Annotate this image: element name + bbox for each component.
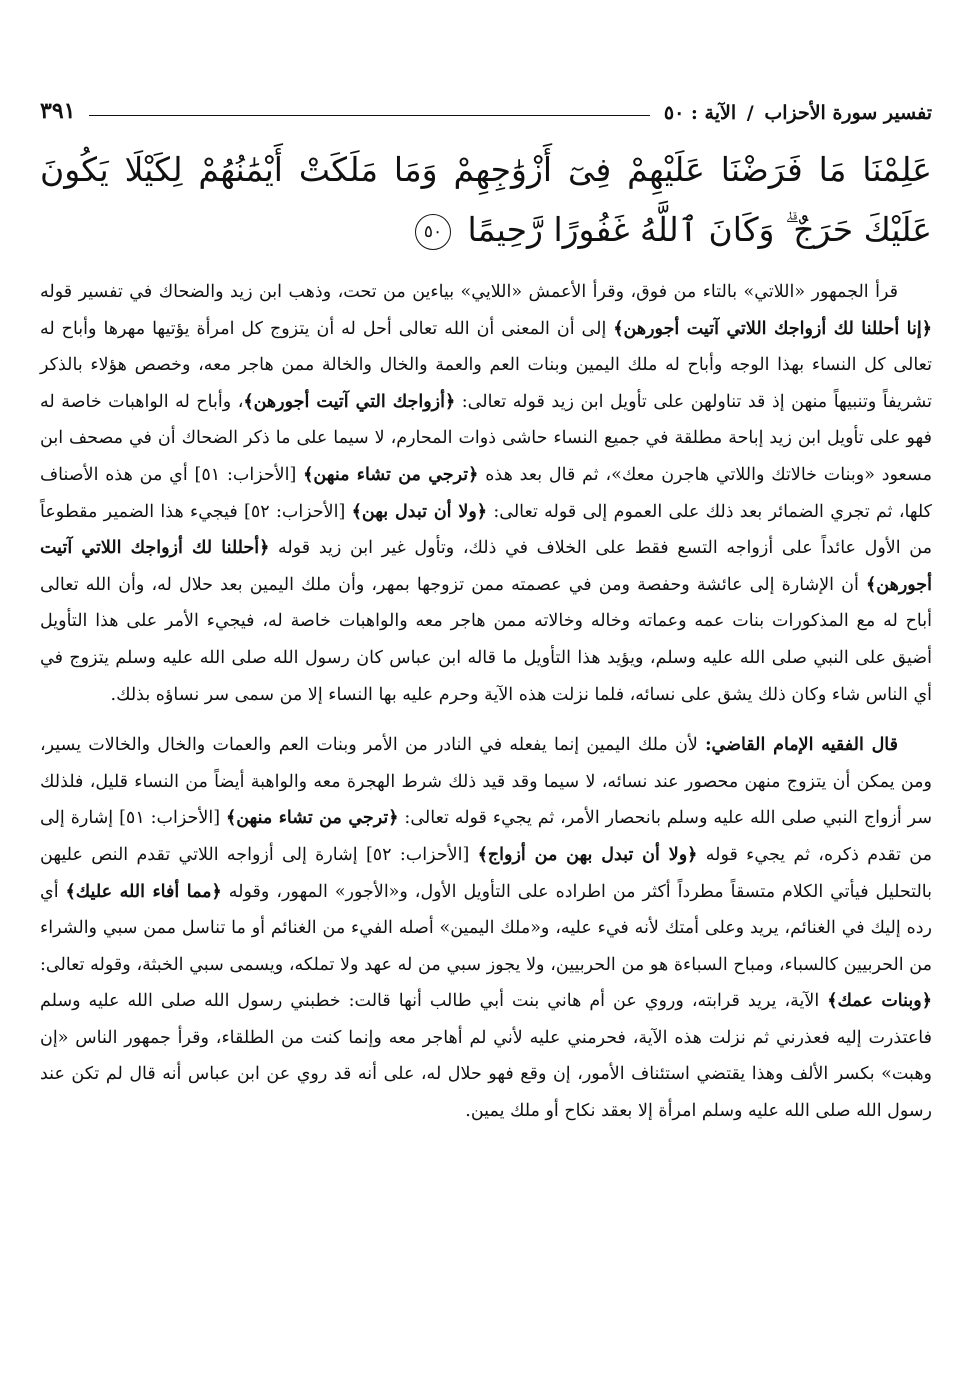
running-title <box>664 102 932 124</box>
text-run: [الأحزاب: ٥٢] فيجيء هذا الضمير مقطوعاً من الأول عائداً على أزواجه التسع فقط على الخلاف في ذلك، وتأول غير ابن زيد قوله <box>40 501 932 559</box>
commentary-paragraph-2 <box>40 727 932 1130</box>
verse-end-marker <box>415 214 451 250</box>
text-run: أن الإشارة إلى عائشة وحفصة ومن في عصمته ممن تزوجها بمهر، وأن ملك اليمين بعد حلال له، وأن الله تعالى أباح له مع المذكورات بنات عمه وعماته وخاله وخالاته ممن هاجر معه والواهبات خاصة له، فيجيء الأمر على هذا التأويل أضيق على النبي صلى الله عليه وسلم، ويؤيد هذا التأويل ما قاله ابن عباس كان رسول الله صلى الله عليه وسلم يتزوج في أي الناس شاء وكان ذلك يشق على نسائه، فلما نزلت هذه الآية وحرم عليه بها النساء إلا من سمى سر نساؤه بذلك. <box>40 574 932 705</box>
text-run: قرأ الجمهور «اللاتي» بالتاء من فوق، وقرأ الأعمش «اللايي» بياءين من تحت، وذهب ابن زيد والضحاك في تفسير قوله <box>40 282 898 302</box>
quran-quote: ﴿وبنات عمك﴾ <box>827 991 932 1012</box>
quran-quote: ﴿ولا أن تبدل بهن﴾ <box>351 501 488 522</box>
commentary-paragraph-1 <box>40 274 932 713</box>
verse-text: عَلِمْنَا مَا فَرَضْنَا عَلَيْهِمْ فِىٓ أَزْوَٰجِهِمْ وَمَا مَلَكَتْ أَيْمَٰنُهُمْ لِكَيْلَا يَكُونَ عَلَيْكَ حَرَجٌ ۗ وَكَانَ ٱللَّهُ غَفُورًا رَّحِيمًا <box>40 150 932 249</box>
text-run: [الأحزاب: ٥١] أي من هذه الأصناف كلها، ثم تجري الضمائر بعد ذلك على العموم إلى قوله تعالى: <box>40 464 932 522</box>
text-run: [الأحزاب: ٥٢] إشارة إلى أزواجه اللاتي تقدم النص عليهن بالتحليل فيأتي الكلام متسقاً مطرداً أكثر من اطراده على التأويل الأول، و«الأجور» المهور، وقوله <box>40 844 932 902</box>
quran-quote: ﴿أزواجك التي آتيت أجورهن﴾ <box>243 391 456 412</box>
title-separator: / <box>746 102 754 124</box>
text-run: لأن ملك اليمين إنما يفعله في النادر من الأمر وبنات العم والعمات والخال والخالات يسير، ومن يمكن أن يتزوج منهن محصور عند نسائه، لا سيما وقد قيد ذلك شرط الهجرة معه والواهبة أيضاً من النساء قليل، فلذلك سر أزواج النبي صلى الله عليه وسلم بانحصار الأمر، ثم يجيء قوله تعالى: <box>40 735 932 829</box>
commentary <box>40 274 932 1130</box>
text-run: إلى أن المعنى أن الله تعالى أحل له أن يتزوج كل امرأة يؤتيها مهرها وأباح له تعالى كل النساء بهذا الوجه وأباح له ملك اليمين وبنات العم والعمة والخال والخالة ممن هاجر معه، وخصص هؤلاء بالذكر تشريفاً وتنبيهاً منهن إذ قد تناولهن على تأويل ابن زيد قوله تعالى: <box>40 318 933 412</box>
text-run: ، وأباح له الواهبات خاصة له فهو على تأويل ابن زيد إباحة مطلقة في جميع النساء حاشى ذوات المحارم، لا سيما على ما ذكر الضحاك أن في مصحف ابن مسعود «وبنات خالاتك واللاتي هاجرن معك»، ثم قال بعد هذه <box>40 391 932 485</box>
quran-quote: ﴿أحللنا لك أزواجك اللاتي آتيت أجورهن﴾ <box>40 538 932 595</box>
quran-quote: ﴿ترجي من تشاء منهن﴾ <box>225 808 399 829</box>
text-run: أي رده إليك في الغنائم، يريد وعلى أمتك لأنه فيء عليه، و«ملك اليمين» أصله الفيء من الغنائم أو ما تناسل ممن سبي والشراء من الحربيين كالسباء، ومباح السباءة هو من الحربيين، ولا يجوز سبي من له عهد ولا تملكه، ويسمى سبي الخبثة، وقوله تعالى: <box>40 881 932 975</box>
verse-label: الآية : ٥٠ <box>663 102 737 124</box>
text-run: الآية، يريد قرابته، وروي عن أم هاني بنت أبي طالب أنها قالت: خطبني رسول الله صلى الله عليه وسلم فاعتذرت إليه فعذرني ثم نزلت هذه الآية، فحرمني عليه لأني لم أهاجر معه وإنما كنت من الطلقاء، وقرأ جمهور الناس «إن وهبت» بكسر الألف وهذا يقتضي استئناف الأمور، إن وقع فهو حلال له، على أنه قد روي عن ابن عباس أنه قال لم تكن عند رسول الله صلى الله عليه وسلم امرأة إلا بعقد نكاح أو ملك يمين. <box>40 991 932 1122</box>
page-number: ٣٩١ <box>40 98 76 124</box>
quran-quote: ﴿ترجي من تشاء منهن﴾ <box>303 464 479 485</box>
text-run: [الأحزاب: ٥١] إشارة إلى من تقدم ذكره، ثم يجيء قوله <box>40 808 932 865</box>
quran-quote: ﴿إنا أحللنا لك أزواجك اللاتي آتيت أجورهن﴾ <box>613 318 932 339</box>
quran-verse <box>40 140 932 260</box>
header-rule <box>89 115 649 116</box>
verse-number: ٥٠ <box>423 222 443 242</box>
surah-title: تفسير سورة الأحزاب <box>764 102 932 124</box>
jurist-lead: قال الفقيه الإمام القاضي: <box>705 735 899 756</box>
running-header <box>40 88 932 124</box>
quran-quote: ﴿مما أفاء الله عليك﴾ <box>65 881 222 902</box>
page <box>40 88 932 1130</box>
quran-quote: ﴿ولا أن تبدل بهن من أزواج﴾ <box>477 844 698 865</box>
